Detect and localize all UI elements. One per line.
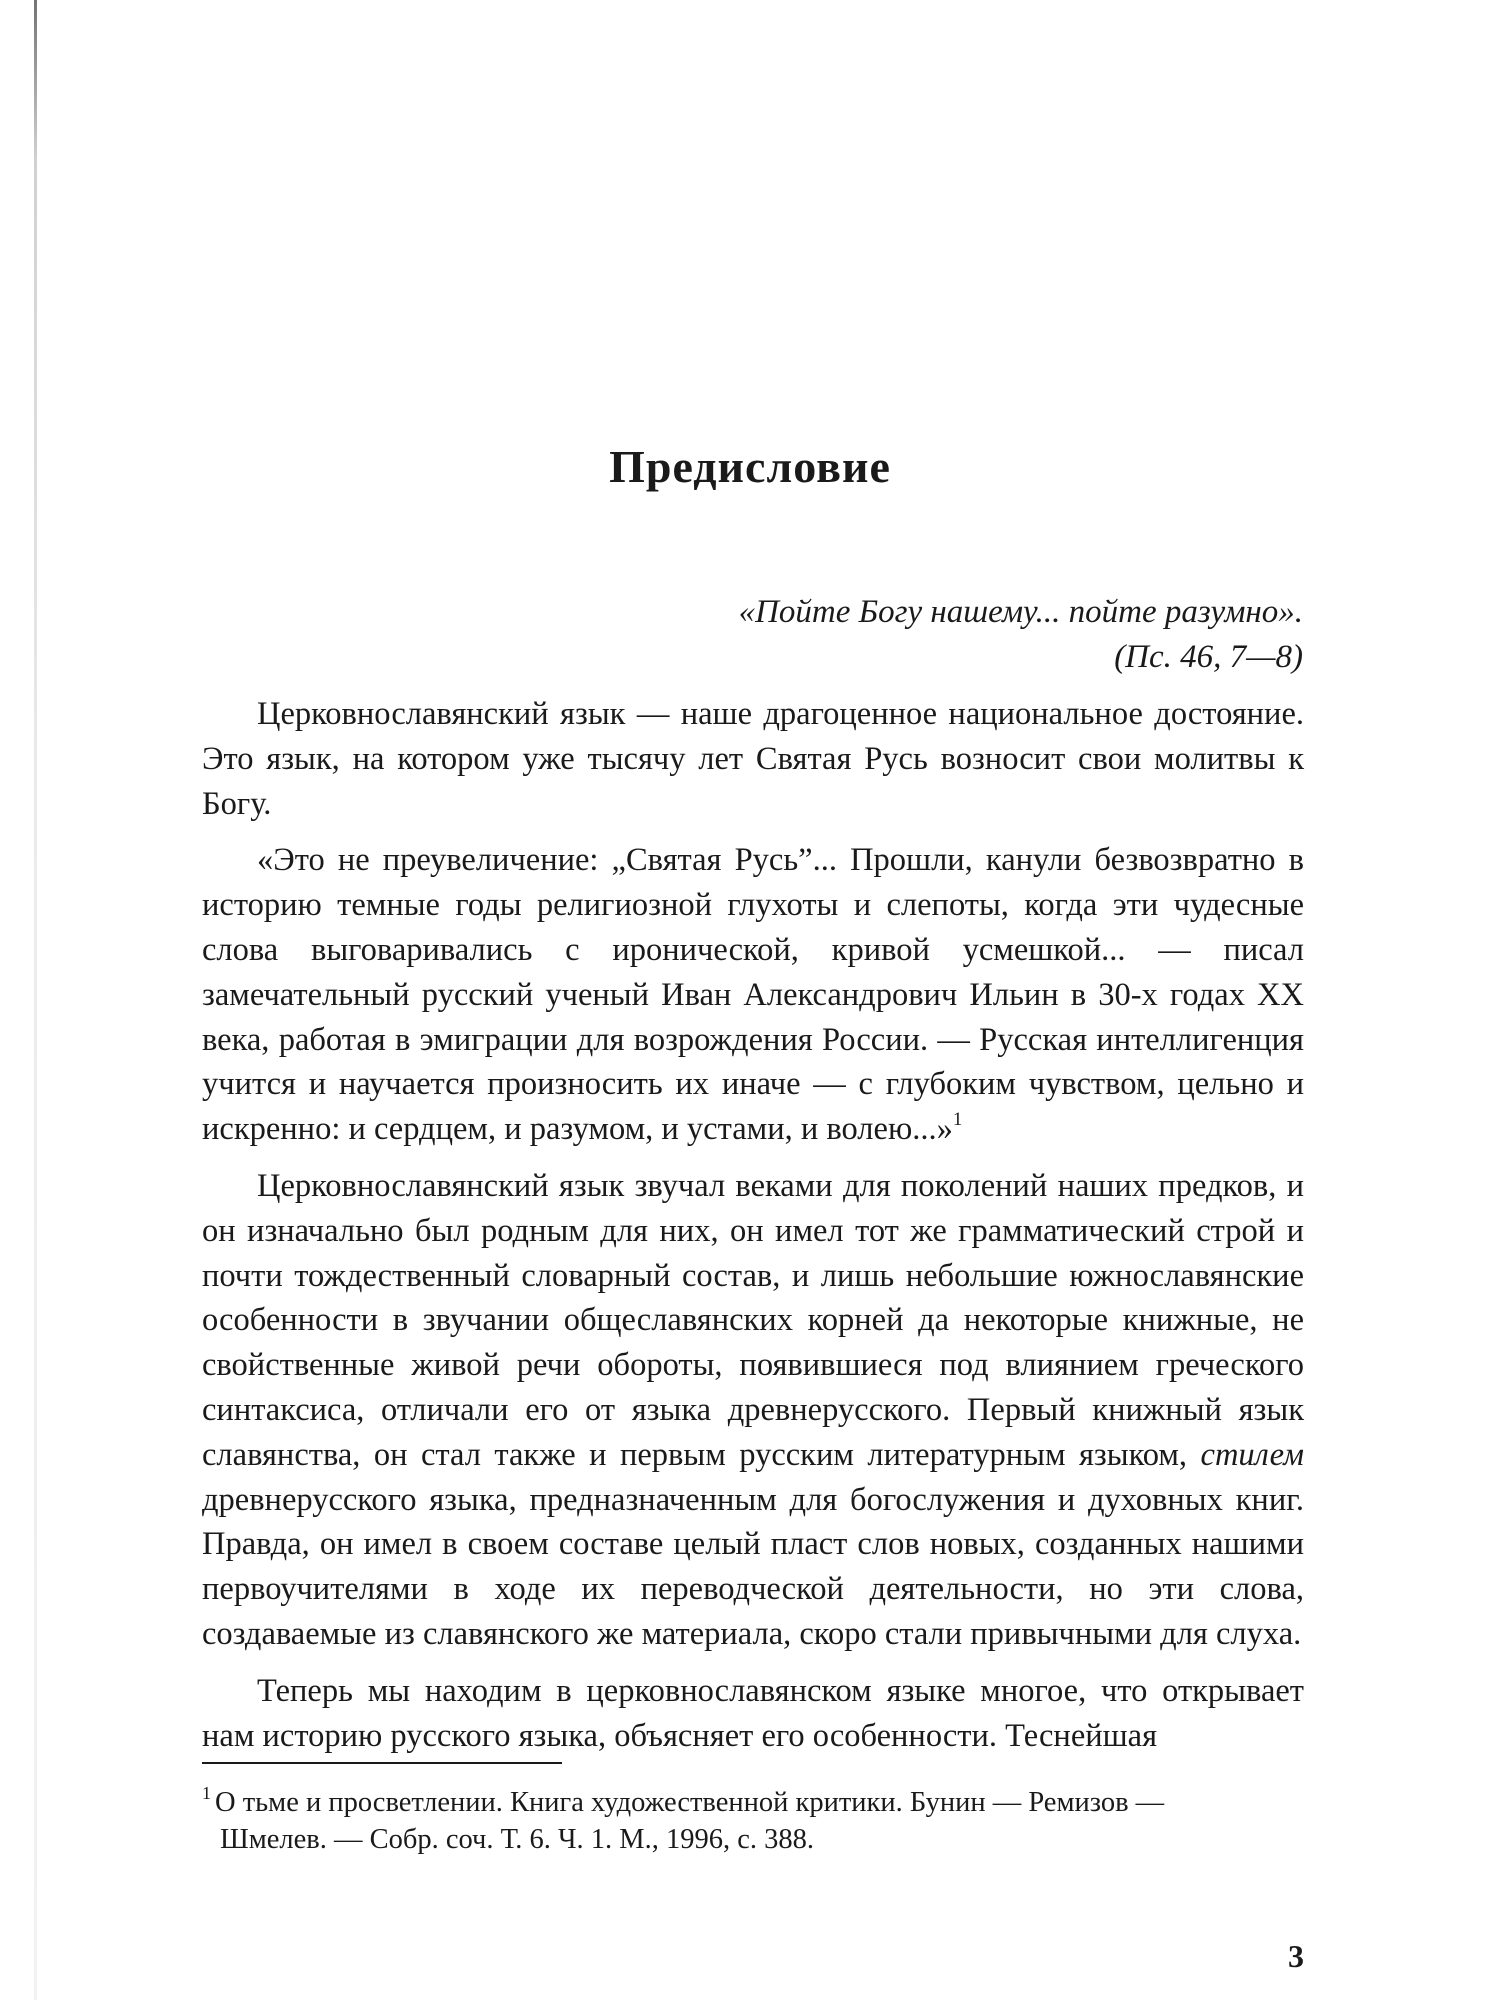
paragraph-2: [202, 838, 1304, 1152]
paragraph-3: [202, 1164, 1304, 1657]
footnote-marker: 1: [202, 1783, 211, 1803]
paragraph-4: Теперь мы находим в церковнославянском языке многое, что открывает нам историю русского языка, объясняет его особенности. Теснейшая: [202, 1672, 1304, 1754]
footnote-reference[interactable]: 1: [952, 1109, 963, 1131]
paragraph-2-text: «Это не преувеличение: „Святая Русь”... Прошли, канули безвозвратно в историю темные годы религиозной глухоты и слепоты, когда эти чудесные слова выговаривались с иронической, кривой усмешкой... — писал замечательный русский ученый Иван Александрович Ильин в 30-х годах XX века, работая в эмиграции для возрождения России. — Русская интеллигенция учится и научается произносить их иначе — с глубоким чувством, цельно и искренно: и сердцем, и разумом, и устами, и волею...»: [202, 842, 1304, 1148]
footnote-line-2: Шмелев. — Собр. соч. Т. 6. Ч. 1. М., 1996, с. 388.: [220, 1824, 814, 1855]
scan-binding-edge: [34, 0, 37, 2000]
paragraph-3-text-before: Церковнославянский язык звучал веками для поколений наших предков, и он изначально был родным для них, он имел тот же грамматический строй и почти тождественный словарный состав, и лишь небольшие южнославянские особенности в звучании общеславянских корней да некоторые книжные, не свойственные живой речи обороты, появившиеся под влиянием греческого синтаксиса, отличали его от языка древнерусского. Первый книжный язык славянства, он стал также и первым русским литературным языком,: [202, 1167, 1304, 1473]
paragraph-1: Церковнославянский язык — наше драгоценное национальное достояние. Это язык, на котором уже тысячу лет Святая Русь возносит свои молитвы к Богу.: [202, 696, 1304, 822]
page-title: Предисловие: [609, 441, 891, 492]
footnote-divider: [202, 1762, 562, 1764]
footnote-line-1: [202, 1784, 1304, 1821]
main-text: [202, 692, 1304, 1758]
footnote-text-1: О тьме и просветлении. Книга художественной критики. Бунин — Ремизов —: [215, 1787, 1165, 1818]
epigraph-source: (Пс. 46, 7—8): [1114, 639, 1303, 675]
epigraph: [739, 590, 1303, 680]
epigraph-quote: «Пойте Богу нашему... пойте разумно».: [738, 594, 1303, 630]
page-number: 3: [1288, 1938, 1304, 1974]
paragraph-3-emphasis: стилем: [1200, 1436, 1305, 1473]
paragraph-3-text-after: древнерусского языка, предназначенным для богослужения и духовных книг. Правда, он имел в своем составе целый пласт слов новых, созданных нашими первоучителями в ходе их переводческой деятельности, но эти слова, создаваемые из славянского же материала, скоро стали привычными для слуха.: [202, 1481, 1304, 1652]
footnote: [202, 1784, 1304, 1858]
